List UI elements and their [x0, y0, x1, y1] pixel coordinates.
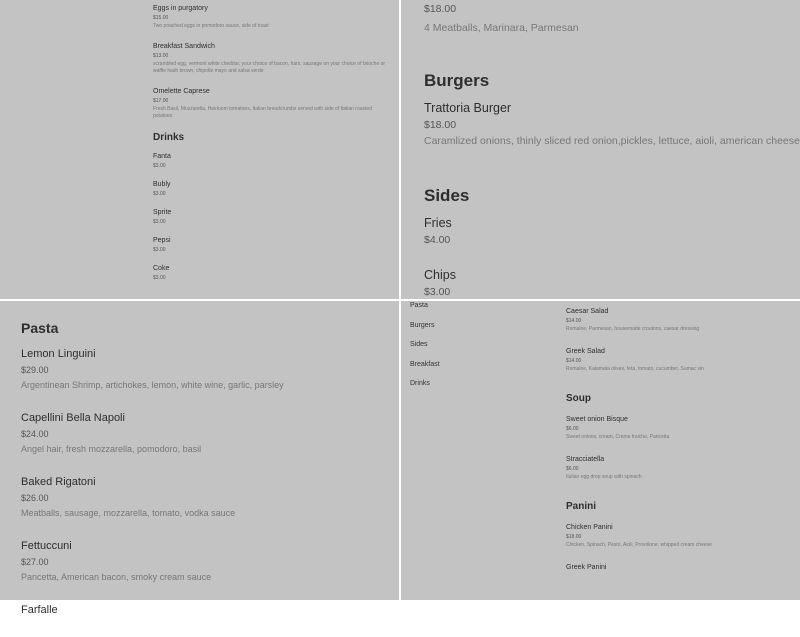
- item-price: $13.00: [153, 53, 169, 59]
- item-price: $18.00: [566, 534, 582, 540]
- menu-panel-salads-soup-panini: [401, 301, 800, 600]
- menu-item: [153, 42, 388, 75]
- menu-item: [21, 411, 391, 455]
- item-description: Pancetta, American bacon, smoky cream sauce: [21, 572, 212, 582]
- menu-panel-burgers-sides: [401, 0, 800, 299]
- item-name: Fries: [424, 216, 452, 230]
- item-price: $26.00: [21, 493, 49, 503]
- nav-item-burgers[interactable]: Burgers: [410, 321, 435, 329]
- item-price: $6.00: [566, 466, 579, 472]
- item-name: Greek Salad: [566, 348, 605, 355]
- item-name: Sprite: [153, 209, 172, 216]
- item-description: Argentinean Shrimp, artichokes, lemon, white wine, garlic, parsley: [21, 380, 284, 390]
- menu-content: [21, 319, 391, 637]
- item-description: Sweet onions, cream, Creme fraiche, Pancetta: [566, 434, 670, 440]
- item-name: Coke: [153, 265, 170, 272]
- menu-item: [424, 100, 800, 148]
- item-name: Lemon Linguini: [21, 348, 96, 360]
- item-price: $27.00: [21, 557, 49, 567]
- menu-item: [566, 455, 791, 481]
- item-description: Caramlized onions, thinly sliced red onion,pickles, lettuce, aioli, american cheese: [424, 135, 800, 147]
- item-description: Angel hair, fresh mozzarella, pomodoro, basil: [21, 444, 202, 454]
- item-price: $3.00: [153, 163, 166, 169]
- item-name: Eggs in purgatory: [153, 5, 208, 12]
- menu-item: [424, 2, 794, 35]
- menu-item: [153, 4, 388, 30]
- section-heading-burgers: Burgers: [424, 71, 490, 90]
- item-name: Farfalle: [21, 604, 58, 616]
- item-price: $14.00: [566, 318, 582, 324]
- menu-item: [566, 307, 791, 333]
- menu-item: [153, 208, 388, 226]
- item-name: Chips: [424, 268, 456, 282]
- item-description: Romaine, Kalamata olives, feta, tomato, cucumber, Sumac vin: [566, 366, 704, 372]
- menu-item: [153, 264, 388, 282]
- item-name: Caesar Salad: [566, 308, 609, 315]
- item-price: $15.00: [153, 15, 169, 21]
- item-description: scrambled egg, vermont white cheddar, your choice of bacon, ham, sausage on your choice of brioche or waffle hash brown, chipotle mayo and salsa verde: [153, 61, 386, 74]
- nav-item-sides[interactable]: Sides: [410, 341, 428, 348]
- menu-panel-pasta: [0, 301, 399, 616]
- menu-content: [566, 307, 791, 586]
- item-description: Fresh Basil, Mozzarella, Heirloom tomatoes, Italian breadcrumbs served with side of Italian roasted potatoes: [153, 106, 372, 119]
- menu-item: [21, 603, 391, 617]
- item-description: Italian egg drop soup with spinach: [566, 474, 642, 480]
- item-name: Fanta: [153, 153, 171, 160]
- menu-item: [153, 152, 388, 170]
- item-name: Greek Panini: [566, 564, 607, 571]
- nav-item-pasta[interactable]: Pasta: [410, 302, 428, 309]
- item-price: $3.00: [153, 275, 166, 281]
- nav-item-drinks[interactable]: Drinks: [410, 380, 430, 387]
- item-name: Pepsi: [153, 237, 171, 244]
- item-name: Trattoria Burger: [424, 101, 512, 115]
- menu-item: [153, 180, 388, 198]
- item-description: 4 Meatballs, Marinara, Parmesan: [424, 22, 579, 34]
- item-price: $14.00: [566, 358, 582, 364]
- menu-item: [21, 475, 391, 519]
- item-name: Chicken Panini: [566, 524, 613, 531]
- section-heading-pasta: Pasta: [21, 320, 59, 336]
- item-price: $3.00: [424, 286, 451, 298]
- item-name: Sweet onion Bisque: [566, 416, 628, 423]
- item-price: $29.00: [21, 365, 49, 375]
- menu-item: [424, 215, 794, 247]
- menu-item: [566, 563, 791, 572]
- menu-item: [424, 267, 794, 299]
- section-heading-sides: Sides: [424, 186, 470, 205]
- item-name: Stracciatella: [566, 456, 605, 463]
- section-heading-drinks: Drinks: [153, 132, 185, 143]
- item-name: Bubly: [153, 181, 171, 188]
- item-description: Two poached eggs in pomodoro sauce, side of toast: [153, 23, 269, 29]
- item-name: Baked Rigatoni: [21, 476, 96, 488]
- item-name: Fettuccuni: [21, 540, 72, 552]
- menu-item: [153, 236, 388, 254]
- menu-item: [566, 347, 791, 373]
- item-description: Romaine, Parmesan, housemade croutons, caesar dressing: [566, 326, 700, 332]
- menu-item: [21, 539, 391, 583]
- menu-content: [153, 4, 388, 292]
- category-nav: [410, 301, 440, 399]
- menu-item: [566, 523, 791, 549]
- item-description: Meatballs, sausage, mozzarella, tomato, vodka sauce: [21, 508, 236, 518]
- nav-item-breakfast[interactable]: Breakfast: [410, 360, 440, 368]
- item-price: $18.00: [424, 119, 457, 131]
- item-price: $24.00: [21, 429, 49, 439]
- menu-panel-breakfast-drinks: [0, 0, 399, 299]
- item-price: $18.00: [424, 3, 457, 15]
- section-heading-panini: Panini: [566, 501, 597, 512]
- menu-item: [21, 347, 391, 391]
- item-price: $3.00: [153, 247, 166, 253]
- item-price: $3.00: [153, 219, 166, 225]
- menu-item: [566, 415, 791, 441]
- menu-item: [153, 87, 388, 120]
- item-description: Chicken, Spinach, Pesto, Aioli, Provolone, whipped cream cheese: [566, 542, 712, 548]
- item-price: $17.00: [153, 98, 169, 104]
- item-price: $6.00: [566, 426, 579, 432]
- menu-content: [424, 0, 800, 299]
- item-name: Capellini Bella Napoli: [21, 412, 125, 424]
- item-name: Omelette Caprese: [153, 88, 210, 95]
- item-price: $3.00: [153, 191, 166, 197]
- section-heading-soup: Soup: [566, 393, 591, 404]
- item-price: $4.00: [424, 234, 451, 246]
- item-name: Breakfast Sandwich: [153, 43, 215, 50]
